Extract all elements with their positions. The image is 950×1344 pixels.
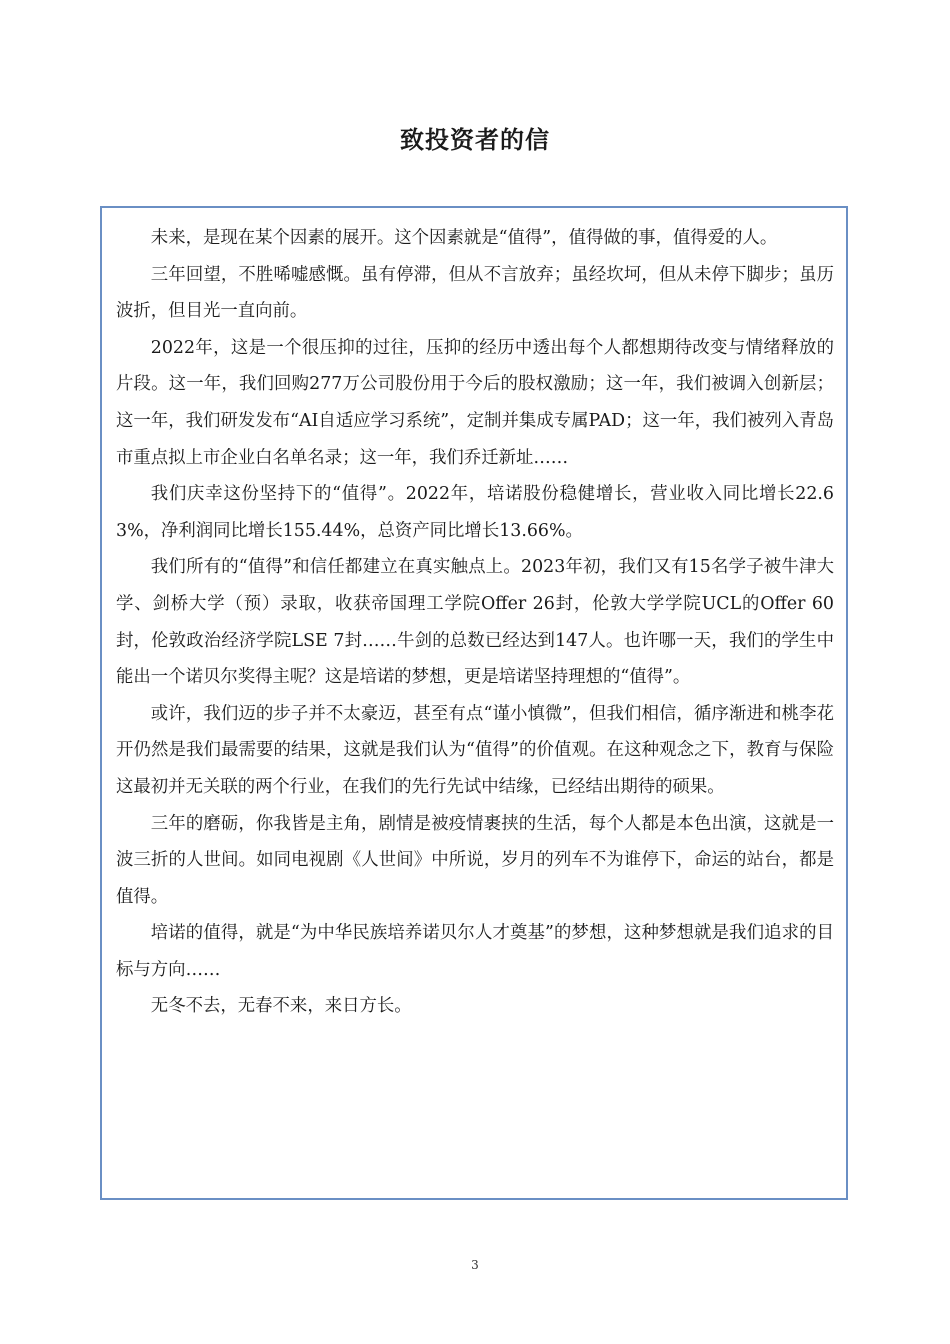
paragraph-8: 培诺的值得，就是“为中华民族培养诺贝尔人才奠基”的梦想，这种梦想就是我们追求的目标与方向…… [116,923,834,980]
paragraph-9: 无冬不去，无春不来，来日方长。 [150,996,412,1017]
paragraph-7: 三年的磨砺，你我皆是主角，剧情是被疫情裹挟的生活，每个人都是本色出演，这就是一波三折的人世间。如同电视剧《人世间》中所说，岁月的列车不为谁停下，命运的站台，都是值得。 [116,813,834,907]
paragraph-5: 我们所有的“值得”和信任都建立在真实触点上。2023年初，我们又有15名学子被牛津大学、剑桥大学（预）录取，收获帝国理工学院Offer 26封，伦敦大学学院UCL的Offer 60封，伦敦政治经济学院LSE 7封……牛剑的总数已经达到147人。也许哪一天，我们的学生中能出一个诺贝尔奖得主呢？这是培诺的梦想，更是培诺坚持理想的“值得”。 [116,557,834,688]
paragraph-3: 2022年，这是一个很压抑的过往，压抑的经历中透出每个人都想期待改变与情绪释放的片段。这一年，我们回购277万公司股份用于今后的股权激励；这一年，我们被调入创新层；这一年，我们研发发布“AI自适应学习系统”，定制并集成专属PAD；这一年，我们被列入青岛市重点拟上市企业白名单名录；这一年，我们乔迁新址…… [116,337,834,468]
letter-body-frame [100,206,848,1200]
page-title: 致投资者的信 [400,126,550,154]
paragraph-4: 我们庆幸这份坚持下的“值得”。2022年，培诺股份稳健增长，营业收入同比增长22.63%，净利润同比增长155.44%，总资产同比增长13.66%。 [116,484,834,541]
paragraph-2: 三年回望，不胜唏嘘感慨。虽有停滞，但从不言放弃；虽经坎坷，但从未停下脚步；虽历波折，但目光一直向前。 [116,264,834,322]
paragraph-6: 或许，我们迈的步子并不太豪迈，甚至有点“谨小慎微”，但我们相信，循序渐进和桃李花开仍然是我们最需要的结果，这就是我们认为“值得”的价值观。在这种观念之下，教育与保险这最初并无关联的两个行业，在我们的先行先试中结缘，已经结出期待的硕果。 [116,703,834,797]
page-number: 3 [471,1258,479,1272]
paragraph-1: 未来，是现在某个因素的展开。这个因素就是“值得”，值得做的事，值得爱的人。 [150,228,778,248]
